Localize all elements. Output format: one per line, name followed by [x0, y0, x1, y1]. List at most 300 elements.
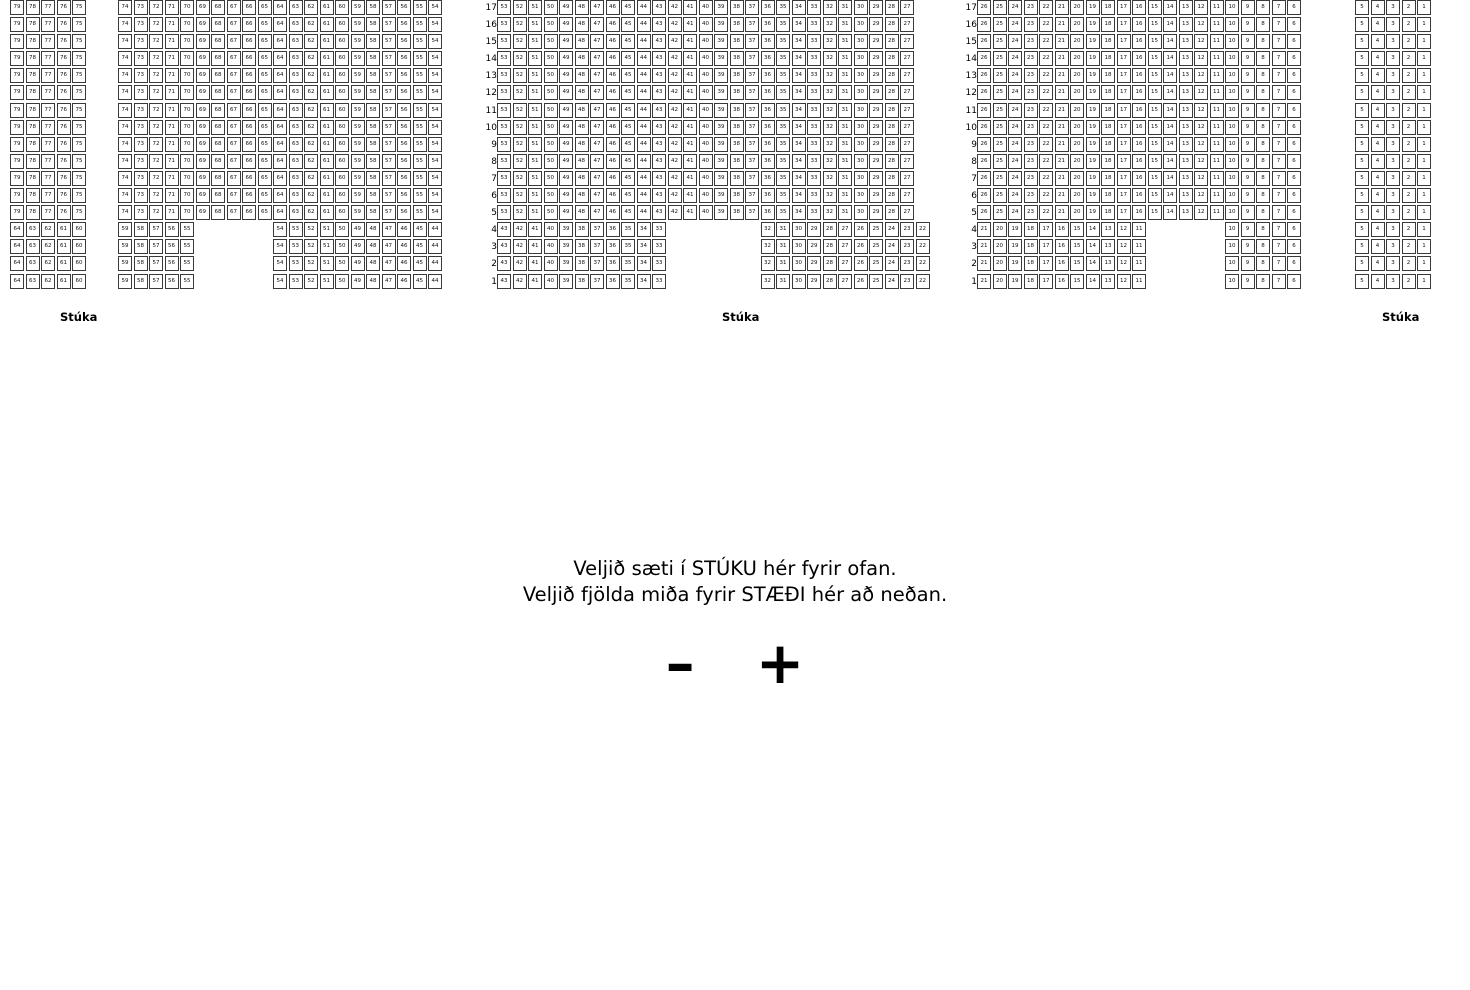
- seat[interactable]: 21: [977, 222, 991, 237]
- seat[interactable]: 73: [134, 51, 148, 66]
- seat[interactable]: 63: [289, 205, 303, 220]
- seat[interactable]: 41: [683, 51, 697, 66]
- seat[interactable]: 34: [792, 85, 806, 100]
- seat[interactable]: 79: [10, 85, 24, 100]
- seat[interactable]: 46: [397, 222, 411, 237]
- seat[interactable]: 32: [823, 17, 837, 32]
- seat[interactable]: 36: [761, 137, 775, 152]
- seat[interactable]: 32: [823, 154, 837, 169]
- seat[interactable]: 22: [1039, 17, 1053, 32]
- seat[interactable]: 20: [1070, 85, 1084, 100]
- seat[interactable]: 45: [621, 0, 635, 15]
- seat[interactable]: 79: [10, 171, 24, 186]
- seat[interactable]: 56: [397, 103, 411, 118]
- seat[interactable]: 62: [304, 51, 318, 66]
- seat[interactable]: 7: [1272, 17, 1286, 32]
- seat[interactable]: 30: [854, 0, 868, 15]
- seat[interactable]: 36: [761, 17, 775, 32]
- seat[interactable]: 52: [513, 85, 527, 100]
- seat[interactable]: 67: [227, 85, 241, 100]
- seat[interactable]: 49: [559, 34, 573, 49]
- seat[interactable]: 4: [1371, 120, 1385, 135]
- seat[interactable]: 37: [745, 68, 759, 83]
- seat[interactable]: 3: [1386, 120, 1400, 135]
- seat[interactable]: 8: [1256, 205, 1270, 220]
- seat[interactable]: 10: [1225, 68, 1239, 83]
- seat[interactable]: 67: [227, 103, 241, 118]
- seat[interactable]: 63: [289, 188, 303, 203]
- seat[interactable]: 21: [977, 274, 991, 289]
- seat[interactable]: 45: [621, 17, 635, 32]
- seat[interactable]: 55: [413, 34, 427, 49]
- seat[interactable]: 62: [304, 17, 318, 32]
- seat[interactable]: 75: [72, 0, 86, 15]
- seat[interactable]: 36: [761, 51, 775, 66]
- seat[interactable]: 47: [382, 256, 396, 271]
- seat[interactable]: 19: [1086, 188, 1100, 203]
- seat[interactable]: 73: [134, 171, 148, 186]
- seat[interactable]: 43: [652, 120, 666, 135]
- seat[interactable]: 6: [1287, 68, 1301, 83]
- seat[interactable]: 19: [1008, 222, 1022, 237]
- seat[interactable]: 22: [916, 274, 930, 289]
- seat[interactable]: 14: [1163, 137, 1177, 152]
- seat[interactable]: 46: [397, 239, 411, 254]
- seat[interactable]: 58: [366, 120, 380, 135]
- seat[interactable]: 57: [382, 120, 396, 135]
- seat[interactable]: 21: [1055, 188, 1069, 203]
- seat[interactable]: 37: [590, 222, 604, 237]
- seat[interactable]: 51: [320, 274, 334, 289]
- seat[interactable]: 67: [227, 51, 241, 66]
- seat[interactable]: 38: [730, 51, 744, 66]
- seat[interactable]: 48: [575, 171, 589, 186]
- seat[interactable]: 66: [242, 188, 256, 203]
- seat[interactable]: 26: [977, 171, 991, 186]
- seat[interactable]: 18: [1101, 34, 1115, 49]
- seat[interactable]: 21: [1055, 205, 1069, 220]
- decrease-quantity-button[interactable]: –: [665, 629, 695, 697]
- seat[interactable]: 55: [413, 85, 427, 100]
- seat[interactable]: 7: [1272, 34, 1286, 49]
- seat[interactable]: 49: [559, 85, 573, 100]
- seat[interactable]: 77: [41, 0, 55, 15]
- seat[interactable]: 1: [1417, 51, 1431, 66]
- seat[interactable]: 60: [72, 256, 86, 271]
- seat[interactable]: 76: [57, 154, 71, 169]
- seat[interactable]: 3: [1386, 34, 1400, 49]
- seat[interactable]: 7: [1272, 205, 1286, 220]
- seat[interactable]: 35: [776, 205, 790, 220]
- seat[interactable]: 6: [1287, 239, 1301, 254]
- seat[interactable]: 43: [497, 256, 511, 271]
- seat[interactable]: 47: [590, 103, 604, 118]
- seat[interactable]: 66: [242, 85, 256, 100]
- seat[interactable]: 29: [807, 274, 821, 289]
- seat[interactable]: 71: [165, 188, 179, 203]
- seat[interactable]: 49: [559, 68, 573, 83]
- seat[interactable]: 6: [1287, 0, 1301, 15]
- seat[interactable]: 10: [1225, 222, 1239, 237]
- seat[interactable]: 75: [72, 188, 86, 203]
- seat[interactable]: 77: [41, 171, 55, 186]
- seat[interactable]: 51: [320, 222, 334, 237]
- seat[interactable]: 12: [1194, 120, 1208, 135]
- seat[interactable]: 12: [1117, 239, 1131, 254]
- seat[interactable]: 32: [761, 256, 775, 271]
- seat[interactable]: 33: [807, 154, 821, 169]
- seat[interactable]: 49: [559, 17, 573, 32]
- seat[interactable]: 63: [26, 274, 40, 289]
- seat[interactable]: 53: [497, 188, 511, 203]
- seat[interactable]: 41: [683, 137, 697, 152]
- seat[interactable]: 63: [289, 154, 303, 169]
- seat[interactable]: 27: [900, 120, 914, 135]
- seat[interactable]: 18: [1101, 120, 1115, 135]
- seat[interactable]: 46: [606, 188, 620, 203]
- seat[interactable]: 74: [118, 137, 132, 152]
- seat[interactable]: 52: [513, 171, 527, 186]
- seat[interactable]: 43: [652, 171, 666, 186]
- seat[interactable]: 71: [165, 0, 179, 15]
- seat[interactable]: 65: [258, 17, 272, 32]
- seat[interactable]: 41: [683, 120, 697, 135]
- seat[interactable]: 2: [1402, 0, 1416, 15]
- seat[interactable]: 47: [590, 171, 604, 186]
- seat[interactable]: 20: [1070, 17, 1084, 32]
- seat[interactable]: 35: [776, 171, 790, 186]
- seat[interactable]: 33: [807, 68, 821, 83]
- seat[interactable]: 22: [1039, 103, 1053, 118]
- seat[interactable]: 33: [807, 17, 821, 32]
- seat[interactable]: 64: [273, 137, 287, 152]
- seat[interactable]: 53: [497, 51, 511, 66]
- seat[interactable]: 9: [1241, 51, 1255, 66]
- seat[interactable]: 52: [513, 68, 527, 83]
- seat[interactable]: 45: [621, 34, 635, 49]
- seat[interactable]: 15: [1148, 154, 1162, 169]
- seat[interactable]: 1: [1417, 222, 1431, 237]
- seat[interactable]: 35: [776, 137, 790, 152]
- seat[interactable]: 20: [1070, 154, 1084, 169]
- seat[interactable]: 42: [668, 51, 682, 66]
- seat[interactable]: 70: [180, 154, 194, 169]
- seat[interactable]: 60: [335, 120, 349, 135]
- seat[interactable]: 7: [1272, 171, 1286, 186]
- seat[interactable]: 28: [885, 137, 899, 152]
- seat[interactable]: 11: [1132, 256, 1146, 271]
- seat[interactable]: 36: [761, 171, 775, 186]
- seat[interactable]: 49: [559, 103, 573, 118]
- seat[interactable]: 37: [745, 120, 759, 135]
- seat[interactable]: 45: [621, 188, 635, 203]
- seat[interactable]: 4: [1371, 0, 1385, 15]
- seat[interactable]: 45: [621, 120, 635, 135]
- seat[interactable]: 13: [1179, 68, 1193, 83]
- seat[interactable]: 18: [1101, 85, 1115, 100]
- seat[interactable]: 49: [559, 120, 573, 135]
- seat[interactable]: 59: [351, 103, 365, 118]
- seat[interactable]: 7: [1272, 120, 1286, 135]
- seat[interactable]: 53: [497, 103, 511, 118]
- seat[interactable]: 12: [1194, 51, 1208, 66]
- seat[interactable]: 4: [1371, 205, 1385, 220]
- seat[interactable]: 63: [289, 0, 303, 15]
- seat[interactable]: 52: [513, 103, 527, 118]
- seat[interactable]: 59: [118, 239, 132, 254]
- seat[interactable]: 39: [714, 0, 728, 15]
- seat[interactable]: 58: [366, 0, 380, 15]
- seat[interactable]: 10: [1225, 205, 1239, 220]
- seat[interactable]: 11: [1210, 17, 1224, 32]
- seat[interactable]: 37: [745, 17, 759, 32]
- seat[interactable]: 10: [1225, 103, 1239, 118]
- seat[interactable]: 19: [1008, 274, 1022, 289]
- seat[interactable]: 42: [513, 239, 527, 254]
- seat[interactable]: 46: [606, 154, 620, 169]
- seat[interactable]: 68: [211, 34, 225, 49]
- seat[interactable]: 32: [823, 171, 837, 186]
- seat[interactable]: 37: [590, 256, 604, 271]
- seat[interactable]: 75: [72, 85, 86, 100]
- seat[interactable]: 37: [745, 205, 759, 220]
- seat[interactable]: 23: [900, 256, 914, 271]
- seat[interactable]: 15: [1148, 188, 1162, 203]
- seat[interactable]: 64: [273, 205, 287, 220]
- seat[interactable]: 76: [57, 34, 71, 49]
- seat[interactable]: 53: [497, 137, 511, 152]
- seat[interactable]: 33: [807, 205, 821, 220]
- seat[interactable]: 28: [823, 239, 837, 254]
- seat[interactable]: 34: [792, 17, 806, 32]
- seat[interactable]: 27: [900, 68, 914, 83]
- seat[interactable]: 29: [807, 239, 821, 254]
- seat[interactable]: 11: [1132, 222, 1146, 237]
- seat[interactable]: 15: [1148, 0, 1162, 15]
- seat[interactable]: 40: [699, 68, 713, 83]
- seat[interactable]: 14: [1163, 17, 1177, 32]
- seat[interactable]: 59: [351, 137, 365, 152]
- seat[interactable]: 37: [590, 274, 604, 289]
- seat[interactable]: 61: [320, 51, 334, 66]
- seat[interactable]: 23: [1024, 205, 1038, 220]
- seat[interactable]: 52: [513, 137, 527, 152]
- seat[interactable]: 44: [637, 120, 651, 135]
- seat[interactable]: 56: [397, 188, 411, 203]
- seat[interactable]: 52: [513, 34, 527, 49]
- seat[interactable]: 39: [559, 239, 573, 254]
- seat[interactable]: 21: [1055, 51, 1069, 66]
- seat[interactable]: 29: [869, 51, 883, 66]
- seat[interactable]: 34: [792, 120, 806, 135]
- seat[interactable]: 3: [1386, 188, 1400, 203]
- seat[interactable]: 60: [335, 0, 349, 15]
- seat[interactable]: 61: [320, 34, 334, 49]
- seat[interactable]: 68: [211, 85, 225, 100]
- seat[interactable]: 10: [1225, 188, 1239, 203]
- seat[interactable]: 32: [823, 51, 837, 66]
- seat[interactable]: 44: [637, 154, 651, 169]
- seat[interactable]: 60: [335, 103, 349, 118]
- seat[interactable]: 75: [72, 171, 86, 186]
- seat[interactable]: 22: [916, 222, 930, 237]
- seat[interactable]: 47: [590, 68, 604, 83]
- seat[interactable]: 72: [149, 205, 163, 220]
- seat[interactable]: 33: [807, 34, 821, 49]
- seat[interactable]: 13: [1179, 34, 1193, 49]
- seat[interactable]: 51: [528, 85, 542, 100]
- seat[interactable]: 11: [1210, 34, 1224, 49]
- seat[interactable]: 24: [1008, 85, 1022, 100]
- seat[interactable]: 12: [1117, 222, 1131, 237]
- seat[interactable]: 50: [335, 256, 349, 271]
- seat[interactable]: 29: [869, 0, 883, 15]
- seat[interactable]: 8: [1256, 222, 1270, 237]
- seat[interactable]: 29: [869, 137, 883, 152]
- seat[interactable]: 56: [397, 17, 411, 32]
- seat[interactable]: 74: [118, 17, 132, 32]
- seat[interactable]: 47: [590, 34, 604, 49]
- seat[interactable]: 51: [528, 171, 542, 186]
- seat[interactable]: 67: [227, 188, 241, 203]
- seat[interactable]: 41: [683, 17, 697, 32]
- seat[interactable]: 3: [1386, 222, 1400, 237]
- seat[interactable]: 44: [428, 222, 442, 237]
- seat[interactable]: 30: [792, 222, 806, 237]
- seat[interactable]: 57: [382, 51, 396, 66]
- seat[interactable]: 16: [1132, 137, 1146, 152]
- seat[interactable]: 9: [1241, 154, 1255, 169]
- seat[interactable]: 20: [993, 274, 1007, 289]
- seat[interactable]: 29: [869, 171, 883, 186]
- seat[interactable]: 47: [382, 239, 396, 254]
- seat[interactable]: 35: [776, 85, 790, 100]
- seat[interactable]: 24: [1008, 171, 1022, 186]
- seat[interactable]: 17: [1117, 120, 1131, 135]
- seat[interactable]: 24: [1008, 51, 1022, 66]
- seat[interactable]: 10: [1225, 256, 1239, 271]
- seat[interactable]: 56: [397, 51, 411, 66]
- seat[interactable]: 17: [1117, 17, 1131, 32]
- seat[interactable]: 41: [683, 188, 697, 203]
- seat[interactable]: 25: [993, 205, 1007, 220]
- seat[interactable]: 55: [413, 0, 427, 15]
- seat[interactable]: 4: [1371, 51, 1385, 66]
- seat[interactable]: 58: [134, 274, 148, 289]
- seat[interactable]: 20: [1070, 120, 1084, 135]
- seat[interactable]: 44: [637, 34, 651, 49]
- seat[interactable]: 58: [366, 205, 380, 220]
- seat[interactable]: 40: [699, 85, 713, 100]
- seat[interactable]: 57: [382, 68, 396, 83]
- seat[interactable]: 52: [513, 205, 527, 220]
- seat[interactable]: 46: [606, 171, 620, 186]
- seat[interactable]: 39: [714, 120, 728, 135]
- seat[interactable]: 78: [26, 120, 40, 135]
- seat[interactable]: 18: [1024, 274, 1038, 289]
- seat[interactable]: 57: [382, 205, 396, 220]
- seat[interactable]: 44: [637, 17, 651, 32]
- seat[interactable]: 40: [544, 222, 558, 237]
- seat[interactable]: 14: [1086, 239, 1100, 254]
- seat[interactable]: 79: [10, 17, 24, 32]
- seat[interactable]: 1: [1417, 0, 1431, 15]
- seat[interactable]: 26: [977, 137, 991, 152]
- seat[interactable]: 18: [1024, 222, 1038, 237]
- seat[interactable]: 5: [1355, 188, 1369, 203]
- seat[interactable]: 60: [335, 205, 349, 220]
- seat[interactable]: 31: [838, 154, 852, 169]
- seat[interactable]: 5: [1355, 103, 1369, 118]
- seat[interactable]: 42: [668, 188, 682, 203]
- seat[interactable]: 17: [1039, 274, 1053, 289]
- seat[interactable]: 56: [165, 222, 179, 237]
- seat[interactable]: 34: [792, 154, 806, 169]
- seat[interactable]: 64: [10, 256, 24, 271]
- seat[interactable]: 34: [792, 34, 806, 49]
- seat[interactable]: 61: [320, 188, 334, 203]
- seat[interactable]: 49: [351, 256, 365, 271]
- seat[interactable]: 30: [854, 171, 868, 186]
- seat[interactable]: 51: [528, 120, 542, 135]
- seat[interactable]: 47: [590, 51, 604, 66]
- seat[interactable]: 25: [993, 171, 1007, 186]
- seat[interactable]: 69: [196, 68, 210, 83]
- seat[interactable]: 36: [761, 188, 775, 203]
- seat[interactable]: 1: [1417, 34, 1431, 49]
- seat[interactable]: 55: [180, 239, 194, 254]
- seat[interactable]: 66: [242, 137, 256, 152]
- seat[interactable]: 70: [180, 34, 194, 49]
- seat[interactable]: 25: [993, 154, 1007, 169]
- seat[interactable]: 74: [118, 120, 132, 135]
- seat[interactable]: 58: [366, 154, 380, 169]
- seat[interactable]: 55: [413, 205, 427, 220]
- seat[interactable]: 29: [869, 188, 883, 203]
- seat[interactable]: 4: [1371, 103, 1385, 118]
- seat[interactable]: 58: [366, 171, 380, 186]
- seat[interactable]: 5: [1355, 154, 1369, 169]
- seat[interactable]: 1: [1417, 205, 1431, 220]
- seat[interactable]: 46: [397, 256, 411, 271]
- seat[interactable]: 11: [1210, 68, 1224, 83]
- seat[interactable]: 77: [41, 103, 55, 118]
- seat[interactable]: 52: [513, 188, 527, 203]
- seat[interactable]: 6: [1287, 256, 1301, 271]
- seat[interactable]: 14: [1163, 103, 1177, 118]
- seat[interactable]: 79: [10, 120, 24, 135]
- seat[interactable]: 37: [745, 0, 759, 15]
- seat[interactable]: 32: [823, 137, 837, 152]
- seat[interactable]: 14: [1086, 256, 1100, 271]
- seat[interactable]: 51: [528, 17, 542, 32]
- seat[interactable]: 15: [1148, 34, 1162, 49]
- seat[interactable]: 11: [1210, 103, 1224, 118]
- seat[interactable]: 2: [1402, 34, 1416, 49]
- seat[interactable]: 22: [1039, 34, 1053, 49]
- seat[interactable]: 66: [242, 17, 256, 32]
- seat[interactable]: 42: [513, 256, 527, 271]
- seat[interactable]: 21: [1055, 0, 1069, 15]
- seat[interactable]: 79: [10, 34, 24, 49]
- seat[interactable]: 34: [792, 103, 806, 118]
- seat[interactable]: 4: [1371, 34, 1385, 49]
- seat[interactable]: 79: [10, 0, 24, 15]
- seat[interactable]: 69: [196, 0, 210, 15]
- seat[interactable]: 70: [180, 171, 194, 186]
- seat[interactable]: 14: [1163, 85, 1177, 100]
- seat[interactable]: 41: [528, 274, 542, 289]
